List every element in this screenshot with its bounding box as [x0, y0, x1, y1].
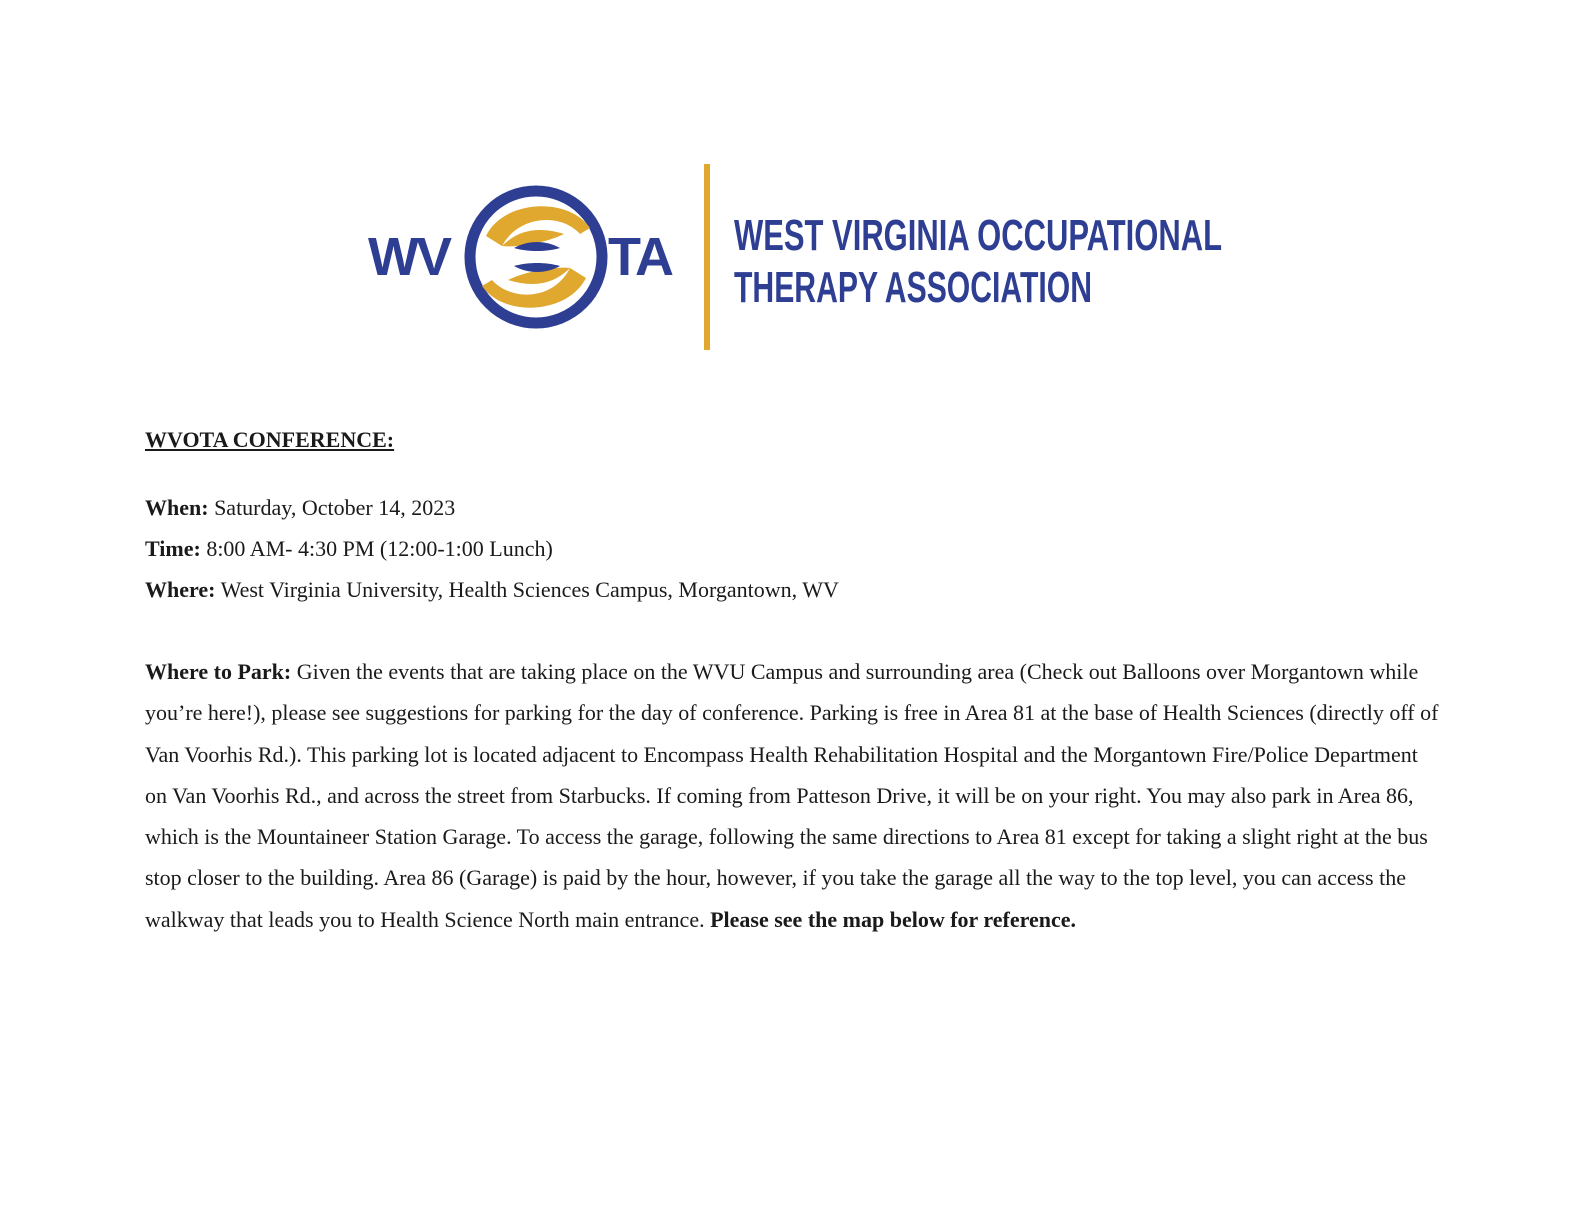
logo-divider: [704, 164, 710, 350]
logo-org-name-line2: THERAPY ASSOCIATION: [734, 263, 1092, 312]
where-value: West Virginia University, Health Sciences Campus, Morgantown, WV: [215, 577, 839, 602]
where-line: [145, 569, 1445, 610]
when-label: When:: [145, 495, 209, 520]
time-value: 8:00 AM- 4:30 PM (12:00-1:00 Lunch): [200, 536, 553, 561]
wvota-logo: [368, 164, 1228, 350]
when-value: Saturday, October 14, 2023: [208, 495, 456, 520]
time-label: Time:: [145, 536, 201, 561]
parking-paragraph: [145, 651, 1445, 940]
where-label: Where:: [145, 577, 216, 602]
parking-label: Where to Park:: [145, 659, 292, 684]
logo-org-name-line1: WEST VIRGINIA OCCUPATIONAL: [734, 211, 1222, 260]
logo-letters-ta: TA: [608, 227, 672, 287]
parking-body: Given the events that are taking place on the WVU Campus and surrounding area (Check out Balloons over Morgantown while you’re here!), please see suggestions for parking for the day of conference. Parking is free in Area 81 at the base of Health Sciences (directly off of Van Voorhis Rd.). This parking lot is located adjacent to Encompass Health Rehabilitation Hospital and the Morgantown Fire/Police Department on Van Voorhis Rd., and across the street from Starbucks. If coming from Patteson Drive, it will be on your right. You may also park in Area 86, which is the Mountaineer Station Garage. To access the garage, following the same directions to Area 81 except for taking a slight right at the bus stop closer to the building. Area 86 (Garage) is paid by the hour, however, if you take the garage all the way to the top level, you can access the walkway that leads you to Health Science North main entrance.: [145, 659, 1439, 932]
hands-emblem-icon: [470, 191, 602, 323]
logo-letters-wv: WV: [368, 227, 449, 287]
time-line: [145, 528, 1445, 569]
map-reference-note: Please see the map below for reference.: [710, 906, 1077, 932]
document-heading: WVOTA CONFERENCE:: [145, 427, 395, 452]
document-body: [145, 424, 1445, 940]
when-line: [145, 487, 1445, 528]
